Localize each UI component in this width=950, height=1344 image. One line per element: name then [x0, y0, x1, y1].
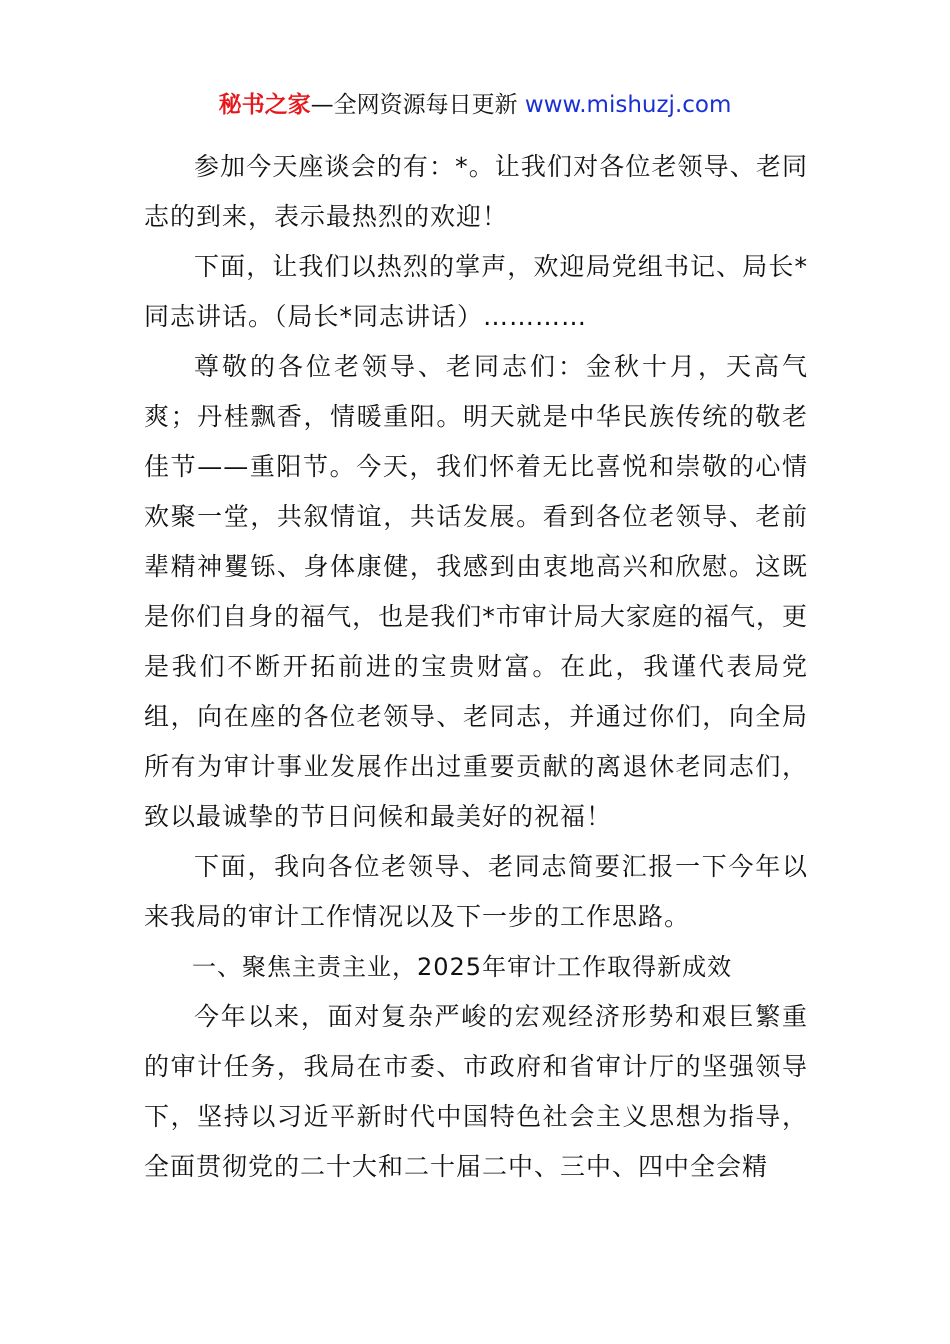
- section-heading: 一、聚焦主责主业，2025年审计工作取得新成效: [192, 953, 733, 981]
- paragraph: 参加今天座谈会的有：*。让我们对各位老领导、老同志的到来，表示最热烈的欢迎！: [144, 152, 808, 231]
- document-body: [144, 142, 808, 1192]
- site-url-link[interactable]: www.mishuzj.com: [524, 92, 732, 118]
- paragraph: 下面，我向各位老领导、老同志简要汇报一下今年以来我局的审计工作情况以及下一步的工作思路。: [144, 852, 808, 931]
- site-header: [0, 88, 950, 122]
- paragraph: 尊敬的各位老领导、老同志们：金秋十月，天高气爽；丹桂飘香，情暖重阳。明天就是中华民族传统的敬老佳节——重阳节。今天，我们怀着无比喜悦和崇敬的心情欢聚一堂，共叙情谊，共话发展。看到各位老领导、老前辈精神矍铄、身体康健，我感到由衷地高兴和欣慰。这既是你们自身的福气，也是我们*市审计局大家庭的福气，更是我们不断开拓前进的宝贵财富。在此，我谨代表局党组，向在座的各位老领导、老同志，并通过你们，向全局所有为审计事业发展作出过重要贡献的离退休老同志们，致以最诚挚的节日问候和最美好的祝福！: [144, 352, 808, 831]
- site-brand: 秘书之家: [218, 92, 311, 118]
- paragraph: 今年以来，面对复杂严峻的宏观经济形势和艰巨繁重的审计任务，我局在市委、市政府和省审计厅的坚强领导下，坚持以习近平新时代中国特色社会主义思想为指导，全面贯彻党的二十大和二十届二中、三中、四中全会精: [144, 1002, 808, 1181]
- paragraph: 下面，让我们以热烈的掌声，欢迎局党组书记、局长*同志讲话。（局长*同志讲话）…………: [144, 252, 808, 331]
- site-tagline: —全网资源每日更新: [310, 92, 525, 118]
